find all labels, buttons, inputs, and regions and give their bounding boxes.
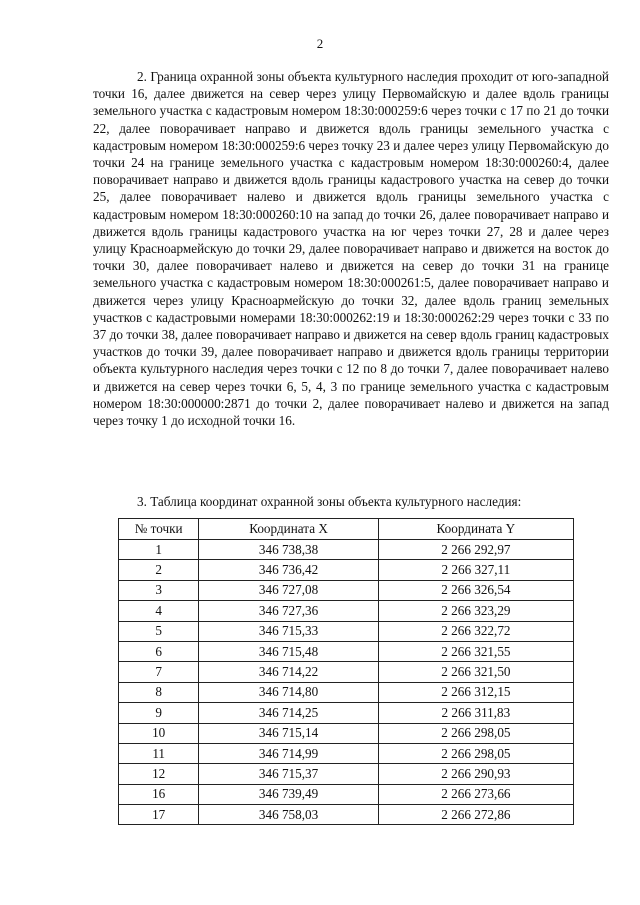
page-number: 2 xyxy=(316,36,324,51)
cell-point-number: 7 xyxy=(119,662,199,682)
table-row xyxy=(119,662,574,682)
table-row xyxy=(119,743,574,763)
table-row xyxy=(119,703,574,723)
cell-point-number: 12 xyxy=(119,764,199,784)
cell-point-number: 16 xyxy=(119,784,199,804)
cell-coordinate-x: 346 727,36 xyxy=(199,601,378,621)
cell-coordinate-x: 346 715,33 xyxy=(199,621,378,641)
cell-point-number: 2 xyxy=(119,560,199,580)
boundary-description-text: 2. Граница охранной зоны объекта культурного наследия проходит от юго-западной точки 16, далее движется на север через улицу Первомайскую и далее вдоль границы земельного участка с кадастровым номером 18:30:000259:6 через точки с 17 по 21 до точки 22, далее поворачивает направо и движется вдоль границы земельного участка с кадастровым номером 18:30:000259:6 через точку 23 и далее через улицу Первомайскую до точки 24 на границе земельного участка с кадастровым номером 18:30:000260:4, далее поворачивает направо и движется вдоль границы кадастрового участка на север до точки 25, далее поворачивает налево и движется вдоль границы земельного участка с кадастровым номером 18:30:000260:10 на запад до точки 26, далее поворачивает направо и движется вдоль границы кадастрового участка на юг через точки 27, 28 и далее через улицу Красноармейскую до точки 29, далее поворачивает направо и движется на восток до точки 30, далее поворачивает налево и движется на север до точки 31 на границе земельного участка с кадастровым номером 18:30:000261:5, далее поворачивает направо и движется через улицу Красноармейскую до точки 32, далее вдоль границ земельных участков с кадастровыми номерами 18:30:000262:19 и 18:30:000262:29 через точки с 33 по 37 до точки 38, далее поворачивает направо и движется на север вдоль границ кадастровых участков до точки 39, далее поворачивает направо и движется вдоль границы территории объекта культурного наследия через точки с 12 по 8 до точки 7, далее поворачивает налево и движется на север через точки 6, 5, 4, 3 по границе земельного участка с кадастровым номером 18:30:000000:2871 до точки 2, далее поворачивает налево и движется на запад через точку 1 до исходной точки 16. xyxy=(93,69,609,429)
cell-coordinate-y: 2 266 298,05 xyxy=(378,743,573,763)
boundary-description-paragraph xyxy=(93,68,609,429)
cell-point-number: 6 xyxy=(119,641,199,661)
table-header-row xyxy=(119,519,574,540)
table-row xyxy=(119,784,574,804)
cell-coordinate-x: 346 736,42 xyxy=(199,560,378,580)
cell-coordinate-y: 2 266 272,86 xyxy=(378,805,573,825)
cell-coordinate-y: 2 266 321,55 xyxy=(378,641,573,661)
cell-point-number: 8 xyxy=(119,682,199,702)
cell-coordinate-x: 346 715,37 xyxy=(199,764,378,784)
coordinates-table xyxy=(118,518,574,825)
table-row xyxy=(119,723,574,743)
table-row xyxy=(119,601,574,621)
table-body xyxy=(119,540,574,825)
table-intro-paragraph: 3. Таблица координат охранной зоны объекта культурного наследия: xyxy=(137,494,522,509)
cell-coordinate-x: 346 758,03 xyxy=(199,805,378,825)
cell-coordinate-x: 346 714,25 xyxy=(199,703,378,723)
cell-coordinate-y: 2 266 326,54 xyxy=(378,580,573,600)
cell-coordinate-y: 2 266 322,72 xyxy=(378,621,573,641)
cell-point-number: 9 xyxy=(119,703,199,723)
table-row xyxy=(119,621,574,641)
cell-coordinate-x: 346 739,49 xyxy=(199,784,378,804)
cell-point-number: 1 xyxy=(119,540,199,560)
cell-coordinate-x: 346 715,14 xyxy=(199,723,378,743)
cell-coordinate-y: 2 266 273,66 xyxy=(378,784,573,804)
cell-coordinate-y: 2 266 311,83 xyxy=(378,703,573,723)
cell-coordinate-y: 2 266 321,50 xyxy=(378,662,573,682)
cell-coordinate-y: 2 266 323,29 xyxy=(378,601,573,621)
cell-coordinate-x: 346 714,99 xyxy=(199,743,378,763)
header-coordinate-x: Координата X xyxy=(199,519,378,540)
cell-coordinate-y: 2 266 327,11 xyxy=(378,560,573,580)
table-row xyxy=(119,641,574,661)
cell-coordinate-y: 2 266 290,93 xyxy=(378,764,573,784)
cell-coordinate-y: 2 266 298,05 xyxy=(378,723,573,743)
cell-point-number: 11 xyxy=(119,743,199,763)
header-coordinate-y: Координата Y xyxy=(378,519,573,540)
header-point-number: № точки xyxy=(119,519,199,540)
cell-coordinate-x: 346 714,80 xyxy=(199,682,378,702)
cell-point-number: 4 xyxy=(119,601,199,621)
cell-coordinate-y: 2 266 312,15 xyxy=(378,682,573,702)
cell-coordinate-x: 346 727,08 xyxy=(199,580,378,600)
table-row xyxy=(119,540,574,560)
cell-coordinate-x: 346 715,48 xyxy=(199,641,378,661)
table-row xyxy=(119,682,574,702)
cell-point-number: 3 xyxy=(119,580,199,600)
table-row xyxy=(119,805,574,825)
cell-point-number: 17 xyxy=(119,805,199,825)
table-row xyxy=(119,764,574,784)
cell-point-number: 10 xyxy=(119,723,199,743)
cell-point-number: 5 xyxy=(119,621,199,641)
cell-coordinate-x: 346 714,22 xyxy=(199,662,378,682)
table-row xyxy=(119,560,574,580)
table-row xyxy=(119,580,574,600)
cell-coordinate-x: 346 738,38 xyxy=(199,540,378,560)
cell-coordinate-y: 2 266 292,97 xyxy=(378,540,573,560)
